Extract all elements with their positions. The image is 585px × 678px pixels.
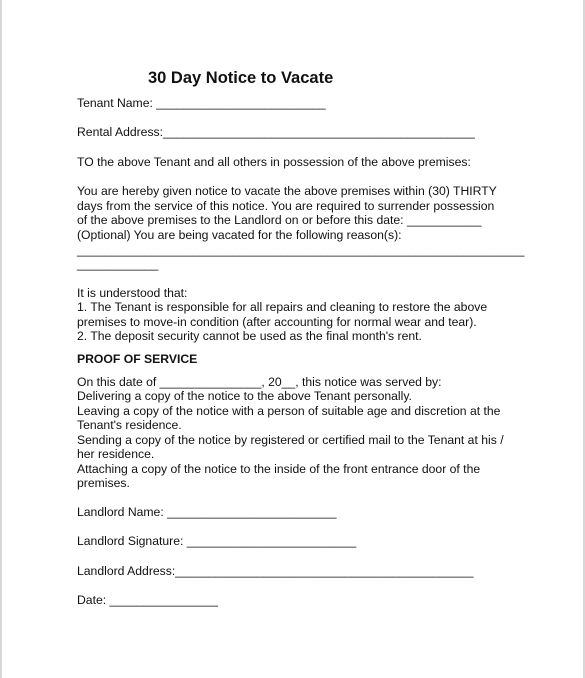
- understood-line: It is understood that:: [77, 286, 188, 300]
- understood-line: premises to move-in condition (after accounting for normal wear and tear).: [77, 315, 477, 329]
- notice-line: of the above premises to the Landlord on or before this date: ___________: [77, 213, 482, 227]
- proof-line: Attaching a copy of the notice to the inside of the front entrance door of the: [77, 462, 481, 476]
- understood-line: 1. The Tenant is responsible for all repairs and cleaning to restore the above: [77, 300, 488, 314]
- proof-line: Tenant's residence.: [77, 418, 182, 432]
- understood-line: 2. The deposit security cannot be used as the final month's rent.: [77, 329, 422, 343]
- proof-line: On this date of _______________, 20__, this notice was served by:: [77, 375, 442, 389]
- document-title: 30 Day Notice to Vacate: [148, 69, 334, 87]
- proof-line: her residence.: [77, 447, 155, 461]
- landlord-name-line: Landlord Name: _________________________: [77, 505, 337, 519]
- reason-blank-line: ____________: [77, 257, 159, 271]
- proof-of-service-heading: PROOF OF SERVICE: [77, 352, 198, 366]
- landlord-signature-line: Landlord Signature: _________________________: [77, 534, 357, 548]
- notice-line: You are hereby given notice to vacate the above premises within (30) THIRTY: [77, 184, 497, 198]
- proof-line: Sending a copy of the notice by registered or certified mail to the Tenant at his /: [77, 433, 504, 447]
- rental-address-line: Rental Address:______________________________________________: [77, 125, 475, 139]
- to-line: TO the above Tenant and all others in possession of the above premises:: [77, 155, 471, 169]
- date-line: Date: ________________: [77, 593, 218, 607]
- notice-line: (Optional) You are being vacated for the following reason(s):: [77, 228, 402, 242]
- proof-line: Delivering a copy of the notice to the above Tenant personally.: [77, 389, 412, 403]
- notice-line: days from the service of this notice. You are required to surrender possession: [77, 199, 495, 213]
- landlord-address-line: Landlord Address:____________________________________________: [77, 564, 474, 578]
- proof-line: Leaving a copy of the notice with a person of suitable age and discretion at the: [77, 404, 501, 418]
- tenant-name-line: Tenant Name: _________________________: [77, 96, 326, 110]
- proof-line: premises.: [77, 476, 130, 490]
- reason-blank-line: __________________________________________________________________: [77, 243, 525, 257]
